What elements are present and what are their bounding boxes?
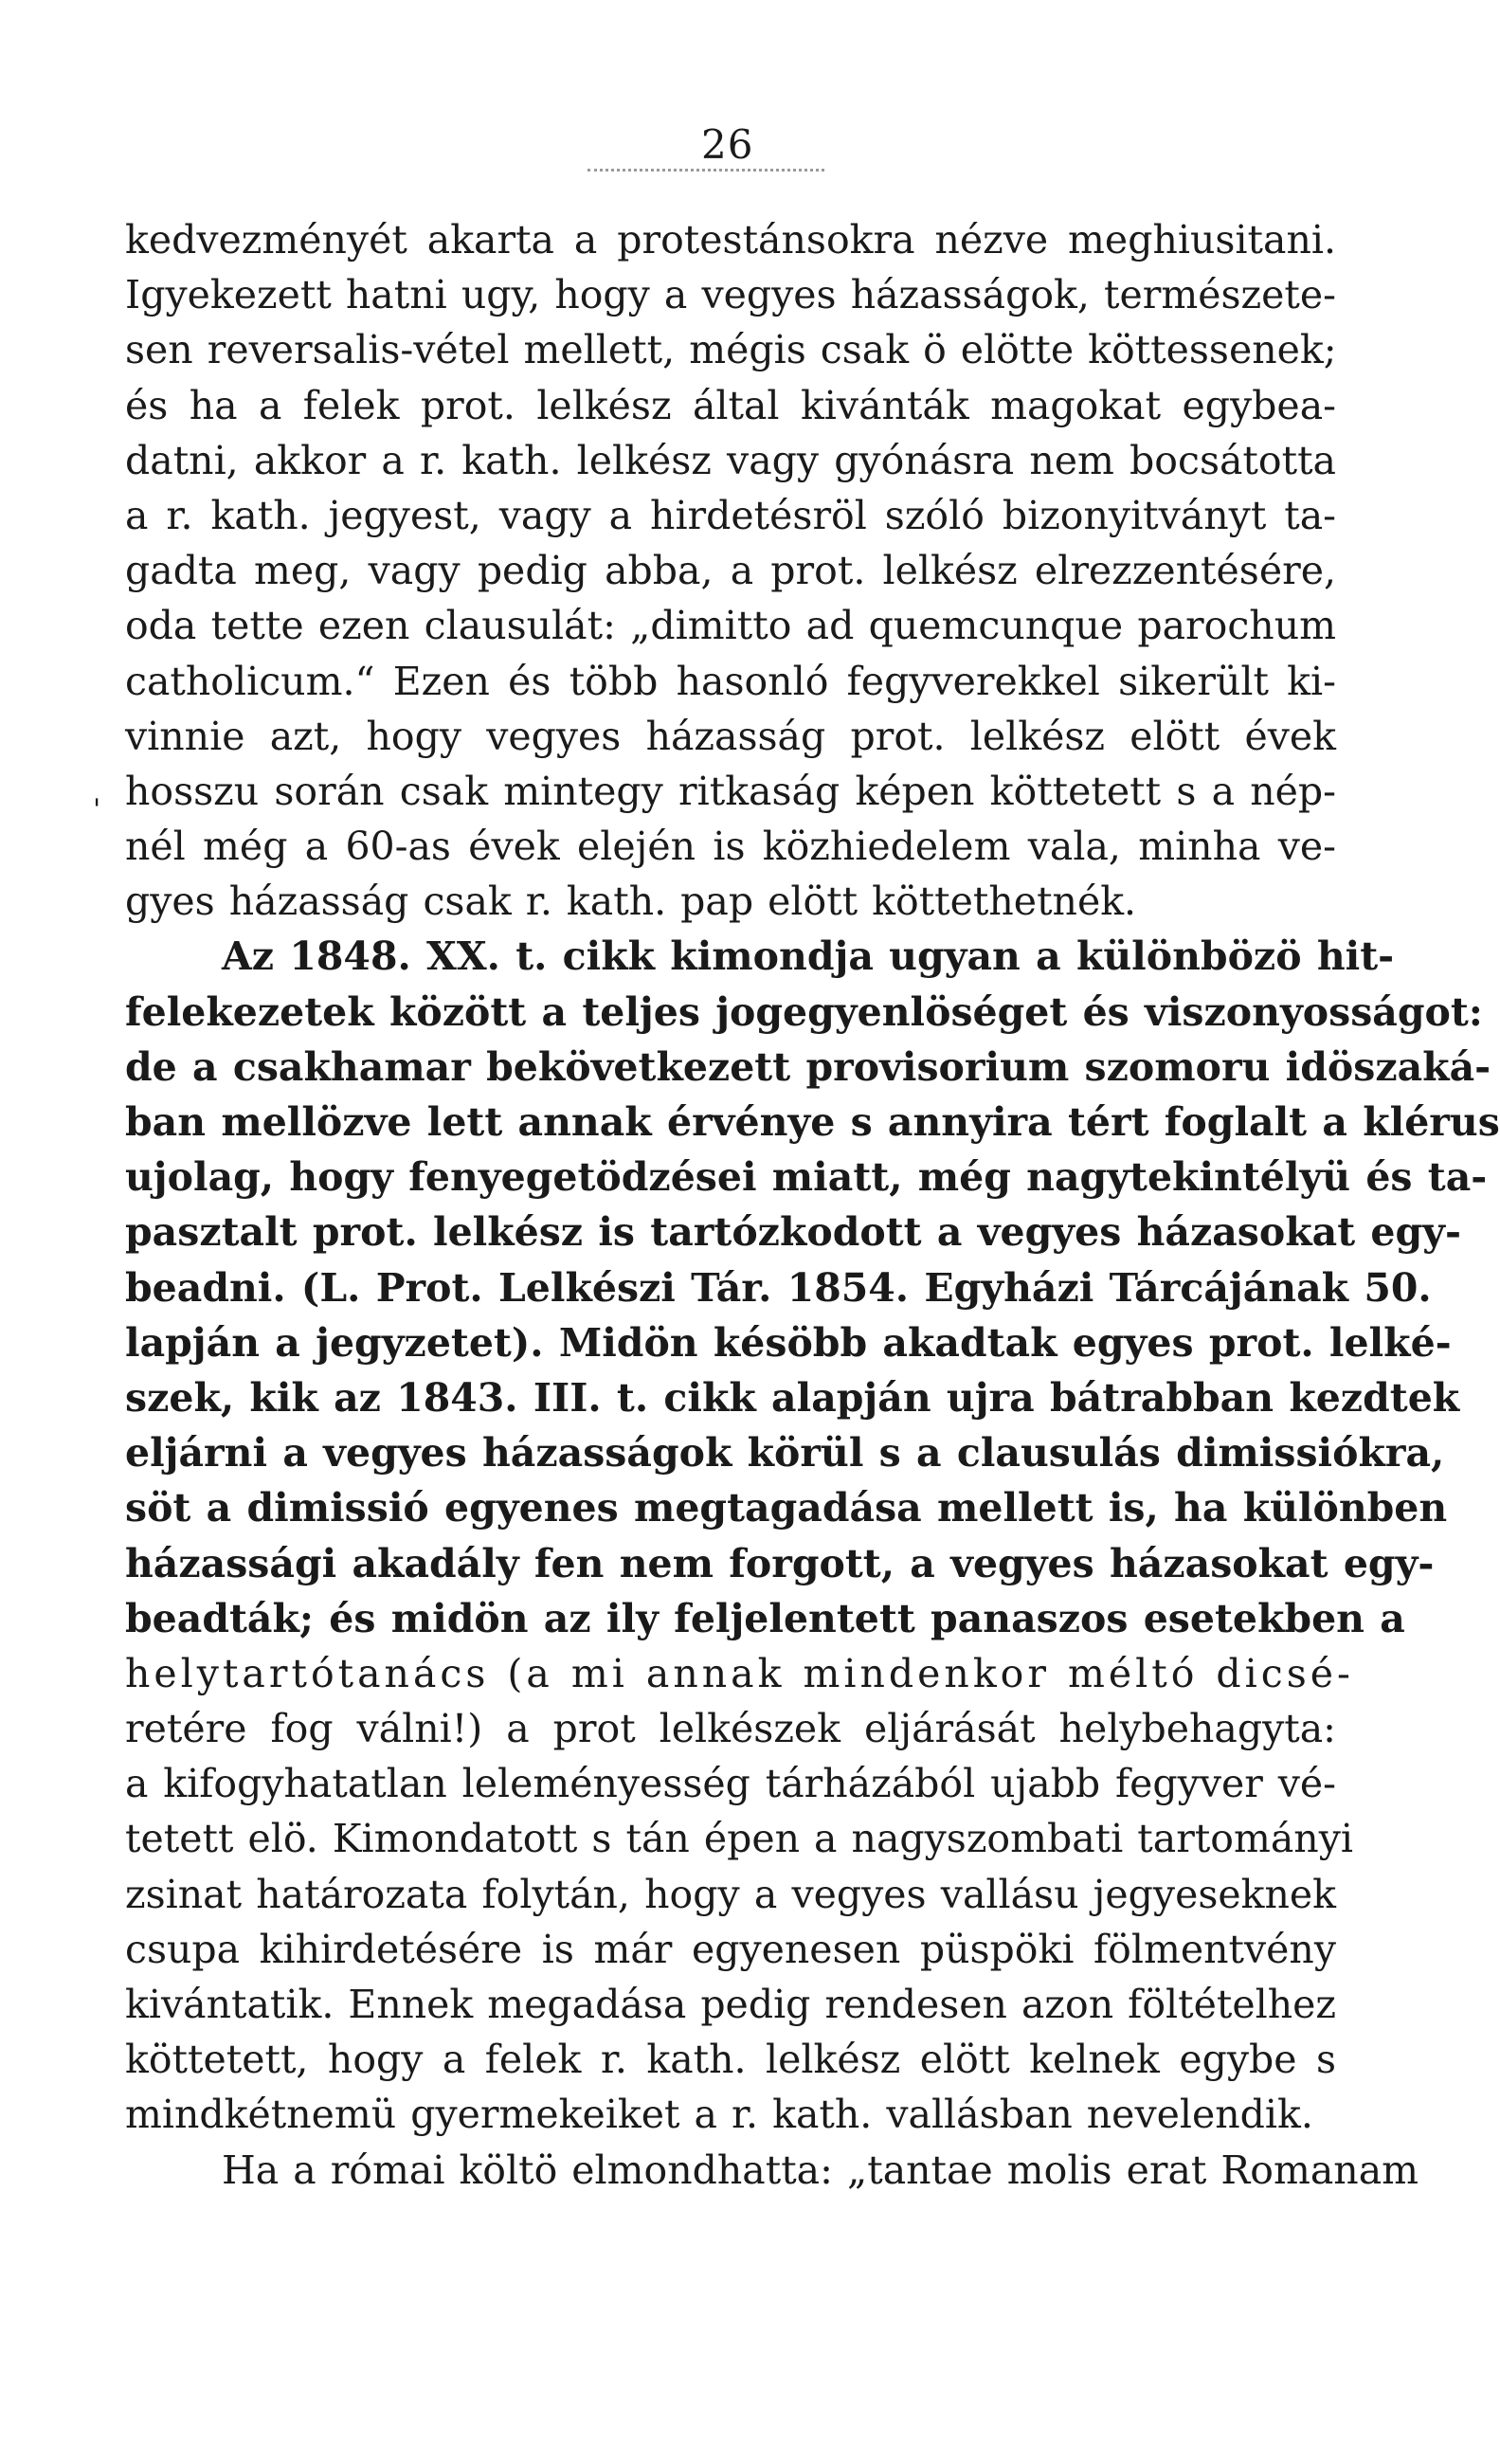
text-line: pasztalt prot. lelkész is tartózkodott a vegyes házasokat egy- <box>125 1209 1461 1256</box>
text-line: felekezetek között a teljes jogegyenlöséget és viszonyosságot: <box>125 988 1483 1035</box>
text-line: szek, kik az 1843. III. t. cikk alapján ujra bátrabban kezdtek <box>125 1374 1460 1421</box>
text-line: zsinat határozata folytán, hogy a vegyes vallásu jegyeseknek <box>125 1871 1336 1917</box>
header-dotted-rule <box>587 169 824 179</box>
text-line: házassági akadály fen nem forgott, a vegyes házasokat egy- <box>125 1540 1435 1586</box>
text-line-paragraph-start: Ha a római költö elmondhatta: „tantae molis erat Romanam <box>222 2147 1419 2193</box>
text-line: oda tette ezen clausulát: „dimitto ad quemcunque parochum <box>125 603 1336 649</box>
text-line: csupa kihirdetésére is már egyenesen püspöki fölmentvény <box>125 1926 1336 1972</box>
text-line: a kifogyhatatlan leleményesség tárházából ujabb fegyver vé- <box>125 1761 1336 1807</box>
text-line: helytartótanács (a mi annak mindenkor méltó dicsé- <box>125 1650 1354 1696</box>
text-line: datni, akkor a r. kath. lelkész vagy gyónásra nem bocsátotta <box>125 437 1336 483</box>
text-line: Igyekezett hatni ugy, hogy a vegyes házasságok, természete- <box>125 272 1336 318</box>
text-line: ujolag, hogy fenyegetödzései miatt, még nagytekintélyü és ta- <box>125 1154 1488 1201</box>
text-line: retére fog válni!) a prot lelkészek eljárását helybehagyta: <box>125 1706 1336 1752</box>
text-line: lapján a jegyzetet). Midön késöbb akadtak egyes prot. lelké- <box>125 1319 1452 1366</box>
text-line: beadták; és midön az ily feljelentett panaszos esetekben a <box>125 1595 1405 1641</box>
page-number: 26 <box>701 121 754 168</box>
text-line-paragraph-start: Az 1848. XX. t. cikk kimondja ugyan a különbözö hit- <box>222 933 1395 980</box>
text-line: söt a dimissió egyenes megtagadása mellett is, ha különben <box>125 1485 1448 1531</box>
text-line: a r. kath. jegyest, vagy a hirdetésröl szóló bizonyitványt ta- <box>125 492 1336 538</box>
text-line-paragraph-end: mindkétnemü gyermekeiket a r. kath. vallásban nevelendik. <box>125 2092 1313 2138</box>
text-line: de a csakhamar bekövetkezett provisorium szomoru idöszaká- <box>125 1043 1491 1090</box>
text-line-paragraph-end: gyes házasság csak r. kath. pap elött köttethetnék. <box>125 879 1137 925</box>
text-line: tetett elö. Kimondatott s tán épen a nagyszombati tartományi <box>125 1816 1353 1862</box>
text-line: ban mellözve lett annak érvénye s annyira tért foglalt a klérus <box>125 1099 1500 1145</box>
text-line: nél még a 60-as évek elején is közhiedelem vala, minha ve- <box>125 824 1336 870</box>
text-line: eljárni a vegyes házasságok körül s a clausulás dimissiókra, <box>125 1430 1445 1477</box>
margin-mark: ' <box>93 793 101 826</box>
text-line: gadta meg, vagy pedig abba, a prot. lelkész elrezzentésére, <box>125 548 1336 594</box>
text-line: sen reversalis-vétel mellett, mégis csak ö elötte köttessenek; <box>125 327 1337 373</box>
text-line: catholicum.“ Ezen és több hasonló fegyverekkel sikerült ki- <box>125 658 1336 704</box>
body-text <box>125 212 1500 2198</box>
text-line: beadni. (L. Prot. Lelkészi Tár. 1854. Egyházi Tárcájának 50. <box>125 1264 1432 1311</box>
text-line: és ha a felek prot. lelkész által kivánták magokat egybea- <box>125 382 1336 428</box>
text-line: vinnie azt, hogy vegyes házasság prot. lelkész elött évek <box>125 713 1336 759</box>
text-line: hosszu során csak mintegy ritkaság képen köttetett s a nép- <box>125 768 1336 814</box>
text-line: kedvezményét akarta a protestánsokra nézve meghiusitani. <box>125 217 1336 263</box>
text-line: köttetett, hogy a felek r. kath. lelkész elött kelnek egybe s <box>125 2037 1336 2083</box>
text-line: kivántatik. Ennek megadása pedig rendesen azon föltételhez <box>125 1982 1336 2027</box>
